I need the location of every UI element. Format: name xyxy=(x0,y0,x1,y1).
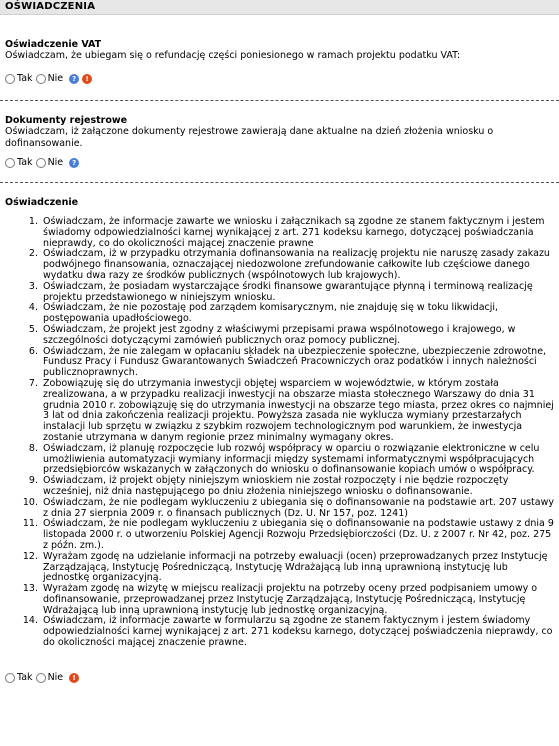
declaration-item: 9. Oświadczam, iż projekt objęty niniejszym wnioskiem nie został rozpoczęty i nie będzie rozpoczęty wcześniej, niż dnia następującego po dniu złożenia niniejszego wniosku o dofinansowanie. xyxy=(41,476,554,498)
registry-section xyxy=(0,101,559,170)
registry-label-no: Nie xyxy=(47,157,64,168)
declaration-item: 14. Oświadczam, iż informacje zawarte w formularzu są zgodne ze stanem faktycznym i jestem świadomy odpowiedzialności karnej wynikającej z art. 271 kodeksu karnego, dotyczącej poświadczenia nieprawdy, co do okoliczności mającej znaczenie prawne. xyxy=(41,616,554,648)
declaration-item: 1. Oświadczam, że informacje zawarte we wniosku i załącznikach są zgodne ze stanem faktycznym i jestem świadomy odpowiedzialności karnej wynikającej z art. 271 kodeksu karnego, dotyczącej poświadczania nieprawdy, co do okoliczności mającej znaczenie prawne xyxy=(41,217,554,249)
declaration-item: 2. Oświadczam, iż w przypadku otrzymania dofinansowania na realizację projektu nie naruszę zasady zakazu podwójnego finansowania, oznaczającej niedozwolone zrefundowanie całkowite lub częściowe danego wydatku dwa razy ze środków publicznych (wspólnotowych lub krajowych). xyxy=(41,249,554,281)
declaration-item: 6. Oświadczam, że nie zalegam w opłacaniu składek na ubezpieczenie społeczne, ubezpieczenie zdrowotne, Fundusz Pracy i Fundusz Gwarantowanych Świadczeń Pracowniczych oraz podatków i innych należności publicznoprawnych. xyxy=(41,347,554,379)
registry-description: Oświadczam, iż załączone dokumenty rejestrowe zawierają dane aktualne na dzień złożenia wniosku o dofinansowanie. xyxy=(5,126,494,149)
registry-radio-yes[interactable] xyxy=(5,158,15,168)
alert-icon[interactable]: ! xyxy=(82,74,92,84)
declaration-item: 10. Oświadczam, że nie podlegam wykluczeniu z ubiegania się o dofinansowanie na podstawie art. 207 ustawy z dnia 27 sierpnia 2009 r. o finansach publicznych (Dz. U. Nr 157, poz. 1241) xyxy=(41,498,554,520)
vat-section xyxy=(0,15,559,86)
declaration-item: 7. Zobowiązuję się do utrzymania inwestycji objętej wsparciem w województwie, w którym została zrealizowana, a w przypadku realizacji inwestycji na obszarze miasta stołecznego Warszawy do dnia 31 grudnia 2010 r. zobowiązuję się do utrzymania inwestycji na obszarze tego miasta, przez okres co najmniej 3 lat od dnia zakończenia realizacji projektu. Powyższa zasada nie wyklucza wymiany przestarzałych instalacji lub sprzętu w związku z szybkim rozwojem technologicznym pod warunkiem, że inwestycja zostanie utrzymana w danym regionie przez minimalny wymagany okres. xyxy=(41,379,554,444)
declaration-list xyxy=(5,217,554,649)
registry-label-yes: Tak xyxy=(17,157,33,168)
vat-label-no: Nie xyxy=(47,73,64,84)
vat-description: Oświadczam, że ubiegam się o refundację części poniesionego w ramach projektu podatku VAT: xyxy=(5,50,461,61)
vat-title: Oświadczenie VAT xyxy=(5,39,102,50)
declaration-item: 4. Oświadczam, że nie pozostaję pod zarządem komisarycznym, nie znajduję się w toku likwidacji, postępowania upadłościowego. xyxy=(41,303,554,325)
help-icon[interactable]: ? xyxy=(69,74,79,84)
declaration-title: Oświadczenie xyxy=(5,197,79,208)
section-header xyxy=(0,0,559,15)
declaration-item: 11. Oświadczam, że nie podlegam wykluczeniu z ubiegania się o dofinansowanie na podstawie ustawy z dnia 9 listopada 2000 r. o utworzeniu Polskiej Agencji Rozwoju Przedsiębiorczości (Dz. U. z 2007 r. Nr 42, poz. 275 z późn. zm.). xyxy=(41,519,554,551)
declaration-item: 5. Oświadczam, że projekt jest zgodny z właściwymi przepisami prawa wspólnotowego i krajowego, w szczególności dotyczącymi zamówień publicznych oraz pomocy publicznej. xyxy=(41,325,554,347)
registry-radio-no[interactable] xyxy=(36,158,46,168)
vat-radio-yes[interactable] xyxy=(5,74,15,84)
declaration-item: 13. Wyrażam zgodę na wizytę w miejscu realizacji projektu na potrzeby oceny przed podpisaniem umowy o dofinansowanie, przeprowadzanej przez Instytucję Zarządzającą, Instytucję Pośredniczącą, Instytucję Wdrażającą lub inną uprawnioną instytucję lub jednostkę organizacyjną. xyxy=(41,584,554,616)
vat-radio-group xyxy=(5,72,554,86)
alert-icon[interactable]: ! xyxy=(69,673,79,683)
registry-title: Dokumenty rejestrowe xyxy=(5,115,128,126)
vat-label-yes: Tak xyxy=(17,73,33,84)
declaration-item: 12. Wyrażam zgodę na udzielanie informacji na potrzeby ewaluacji (ocen) przeprowadzanych przez Instytucję Zarządzającą, Instytucję Pośredniczącą, Instytucję Wdrażającą lub inną uprawnioną instytucję lub jednostkę organizacyjną. xyxy=(41,552,554,584)
declaration-radio-no[interactable] xyxy=(36,673,46,683)
declaration-section xyxy=(0,183,559,685)
registry-radio-group xyxy=(5,156,554,170)
declaration-label-no: Nie xyxy=(47,671,64,683)
section-title: OŚWIADCZENIA xyxy=(5,1,96,12)
declaration-label-yes: Tak xyxy=(17,671,33,683)
declaration-item: 3. Oświadczam, że posiadam wystarczające środki finansowe gwarantujące płynną i terminową realizację projektu przedstawionego w niniejszym wniosku. xyxy=(41,282,554,304)
help-icon[interactable]: ? xyxy=(69,158,79,168)
declaration-radio-group xyxy=(5,671,554,685)
declaration-radio-yes[interactable] xyxy=(5,673,15,683)
declaration-item: 8. Oświadczam, iż planuję rozpoczęcie lub rozwój współpracy w oparciu o rozwiązanie elektroniczne w celu umożliwienia automatyzacji wymiany informacji między systemami informatycznymi współpracujących przedsiębiorców wskazanych w załączonych do wniosku o dofinansowanie kopiach umów o współpracy. xyxy=(41,444,554,476)
vat-radio-no[interactable] xyxy=(36,74,46,84)
